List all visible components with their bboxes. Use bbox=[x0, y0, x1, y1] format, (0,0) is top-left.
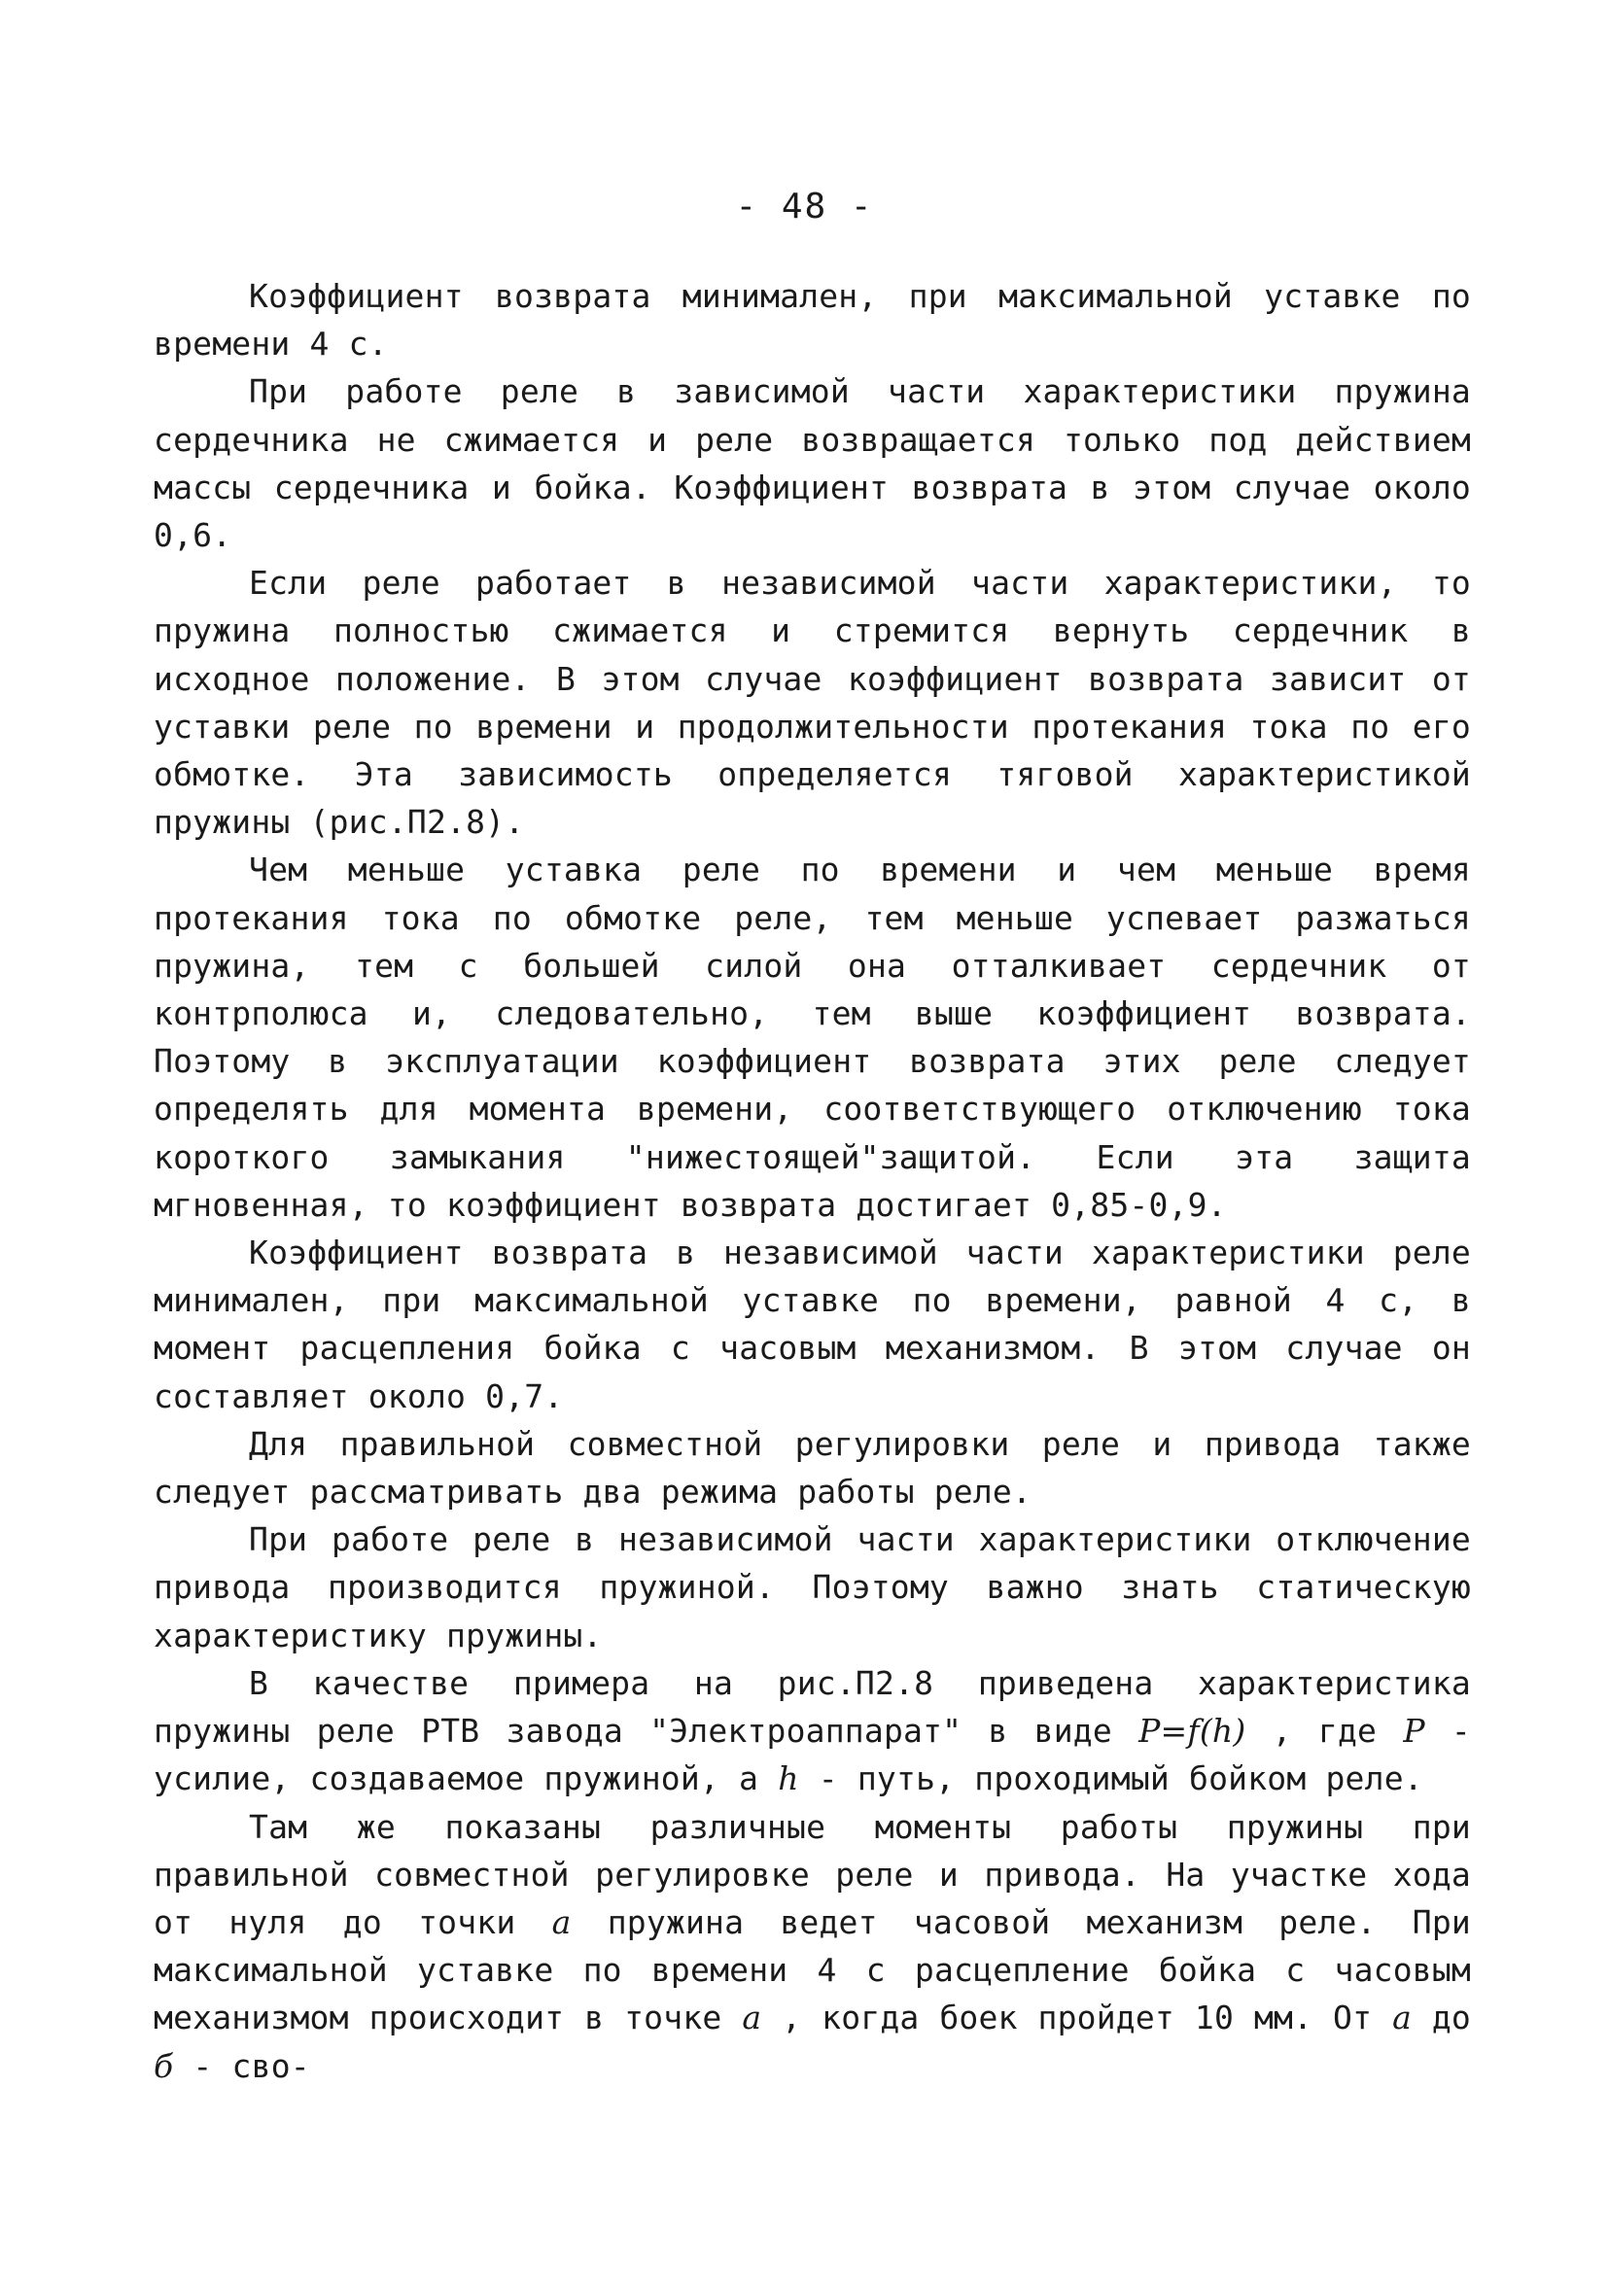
variable-b: б bbox=[154, 2046, 174, 2085]
paragraph-text: В качестве примера на рис.П2.8 приведена характеристика пружины реле РТВ завода "Электроаппарат" в виде bbox=[154, 1663, 1471, 1751]
page-number: - 48 - bbox=[735, 187, 874, 226]
paragraph-text: - путь, проходимый бойком реле. bbox=[818, 1759, 1423, 1798]
paragraph-spring-characteristic bbox=[154, 1659, 1471, 1803]
paragraph-text: , когда боек пройдет 10 мм. От bbox=[782, 1999, 1373, 2037]
body-text bbox=[154, 272, 1471, 2090]
variable-h: h bbox=[778, 1759, 799, 1798]
variable-p: P bbox=[1403, 1712, 1425, 1751]
paragraph-text: до bbox=[1431, 1999, 1471, 2037]
variable-a: a bbox=[1392, 1999, 1412, 2037]
paragraph: Коэффициент возврата в независимой части характеристики реле минимален, при максимальной уставке по времени, равной 4 с, в момент расцепления бойка с часовым механизмом. В этом случае он составляет около 0,7. bbox=[154, 1234, 1471, 1415]
paragraph: Коэффициент возврата минимален, при максимальной уставке по времени 4 с. bbox=[154, 277, 1471, 364]
paragraph-text: Там же показаны различные моменты работы пружины при правильной совместной регулировке реле и привода. На участке хода от нуля до точки bbox=[154, 1807, 1471, 1941]
variable-a: a bbox=[742, 1999, 762, 2037]
formula: P=f(h) bbox=[1138, 1712, 1246, 1751]
paragraph-text: , где bbox=[1272, 1712, 1378, 1751]
paragraph: Если реле работает в независимой части характеристики, то пружина полностью сжимается и стремится вернуть сердечник в исходное положение. В этом случае коэффициент возврата зависит от уставки реле по времени и продолжительности протекания тока по его обмотке. Эта зависимость определяется тяговой характеристикой пружины (рис.П2.8). bbox=[154, 564, 1471, 842]
paragraph-spring-moments bbox=[154, 1803, 1471, 2090]
paragraph-text: - усилие, создаваемое пружиной, а bbox=[154, 1712, 1471, 1798]
variable-a: a bbox=[551, 1902, 572, 1941]
paragraph: Чем меньше уставка реле по времени и чем меньше время протекания тока по обмотке реле, тем меньше успевает разжаться пружина, тем с большей силой она отталкивает сердечник от контрполюса и, следовательно, тем выше коэффициент возврата. Поэтому в эксплуатации коэффициент возврата этих реле следует определять для момента времени, соответствующего отключению тока короткого замыкания "нижестоящей"защитой. Если эта защита мгновенная, то коэффициент возврата достигает 0,85-0,9. bbox=[154, 851, 1471, 1224]
paragraph: При работе реле в независимой части характеристики отключение привода производится пружиной. Поэтому важно знать статическую характеристику пружины. bbox=[154, 1520, 1471, 1654]
paragraph-text: - сво- bbox=[192, 2046, 310, 2085]
paragraph: При работе реле в зависимой части характеристики пружина сердечника не сжимается и реле возвращается только под действием массы сердечника и бойка. Коэффициент возврата в этом случае около 0,6. bbox=[154, 372, 1471, 555]
paragraph-text: пружина ведет часовой механизм реле. При максимальной уставке по времени 4 с расцепление бойка с часовым механизмом происходит в точке bbox=[154, 1902, 1471, 2037]
paragraph: Для правильной совместной регулировки реле и привода также следует рассматривать два режима работы реле. bbox=[154, 1424, 1471, 1512]
